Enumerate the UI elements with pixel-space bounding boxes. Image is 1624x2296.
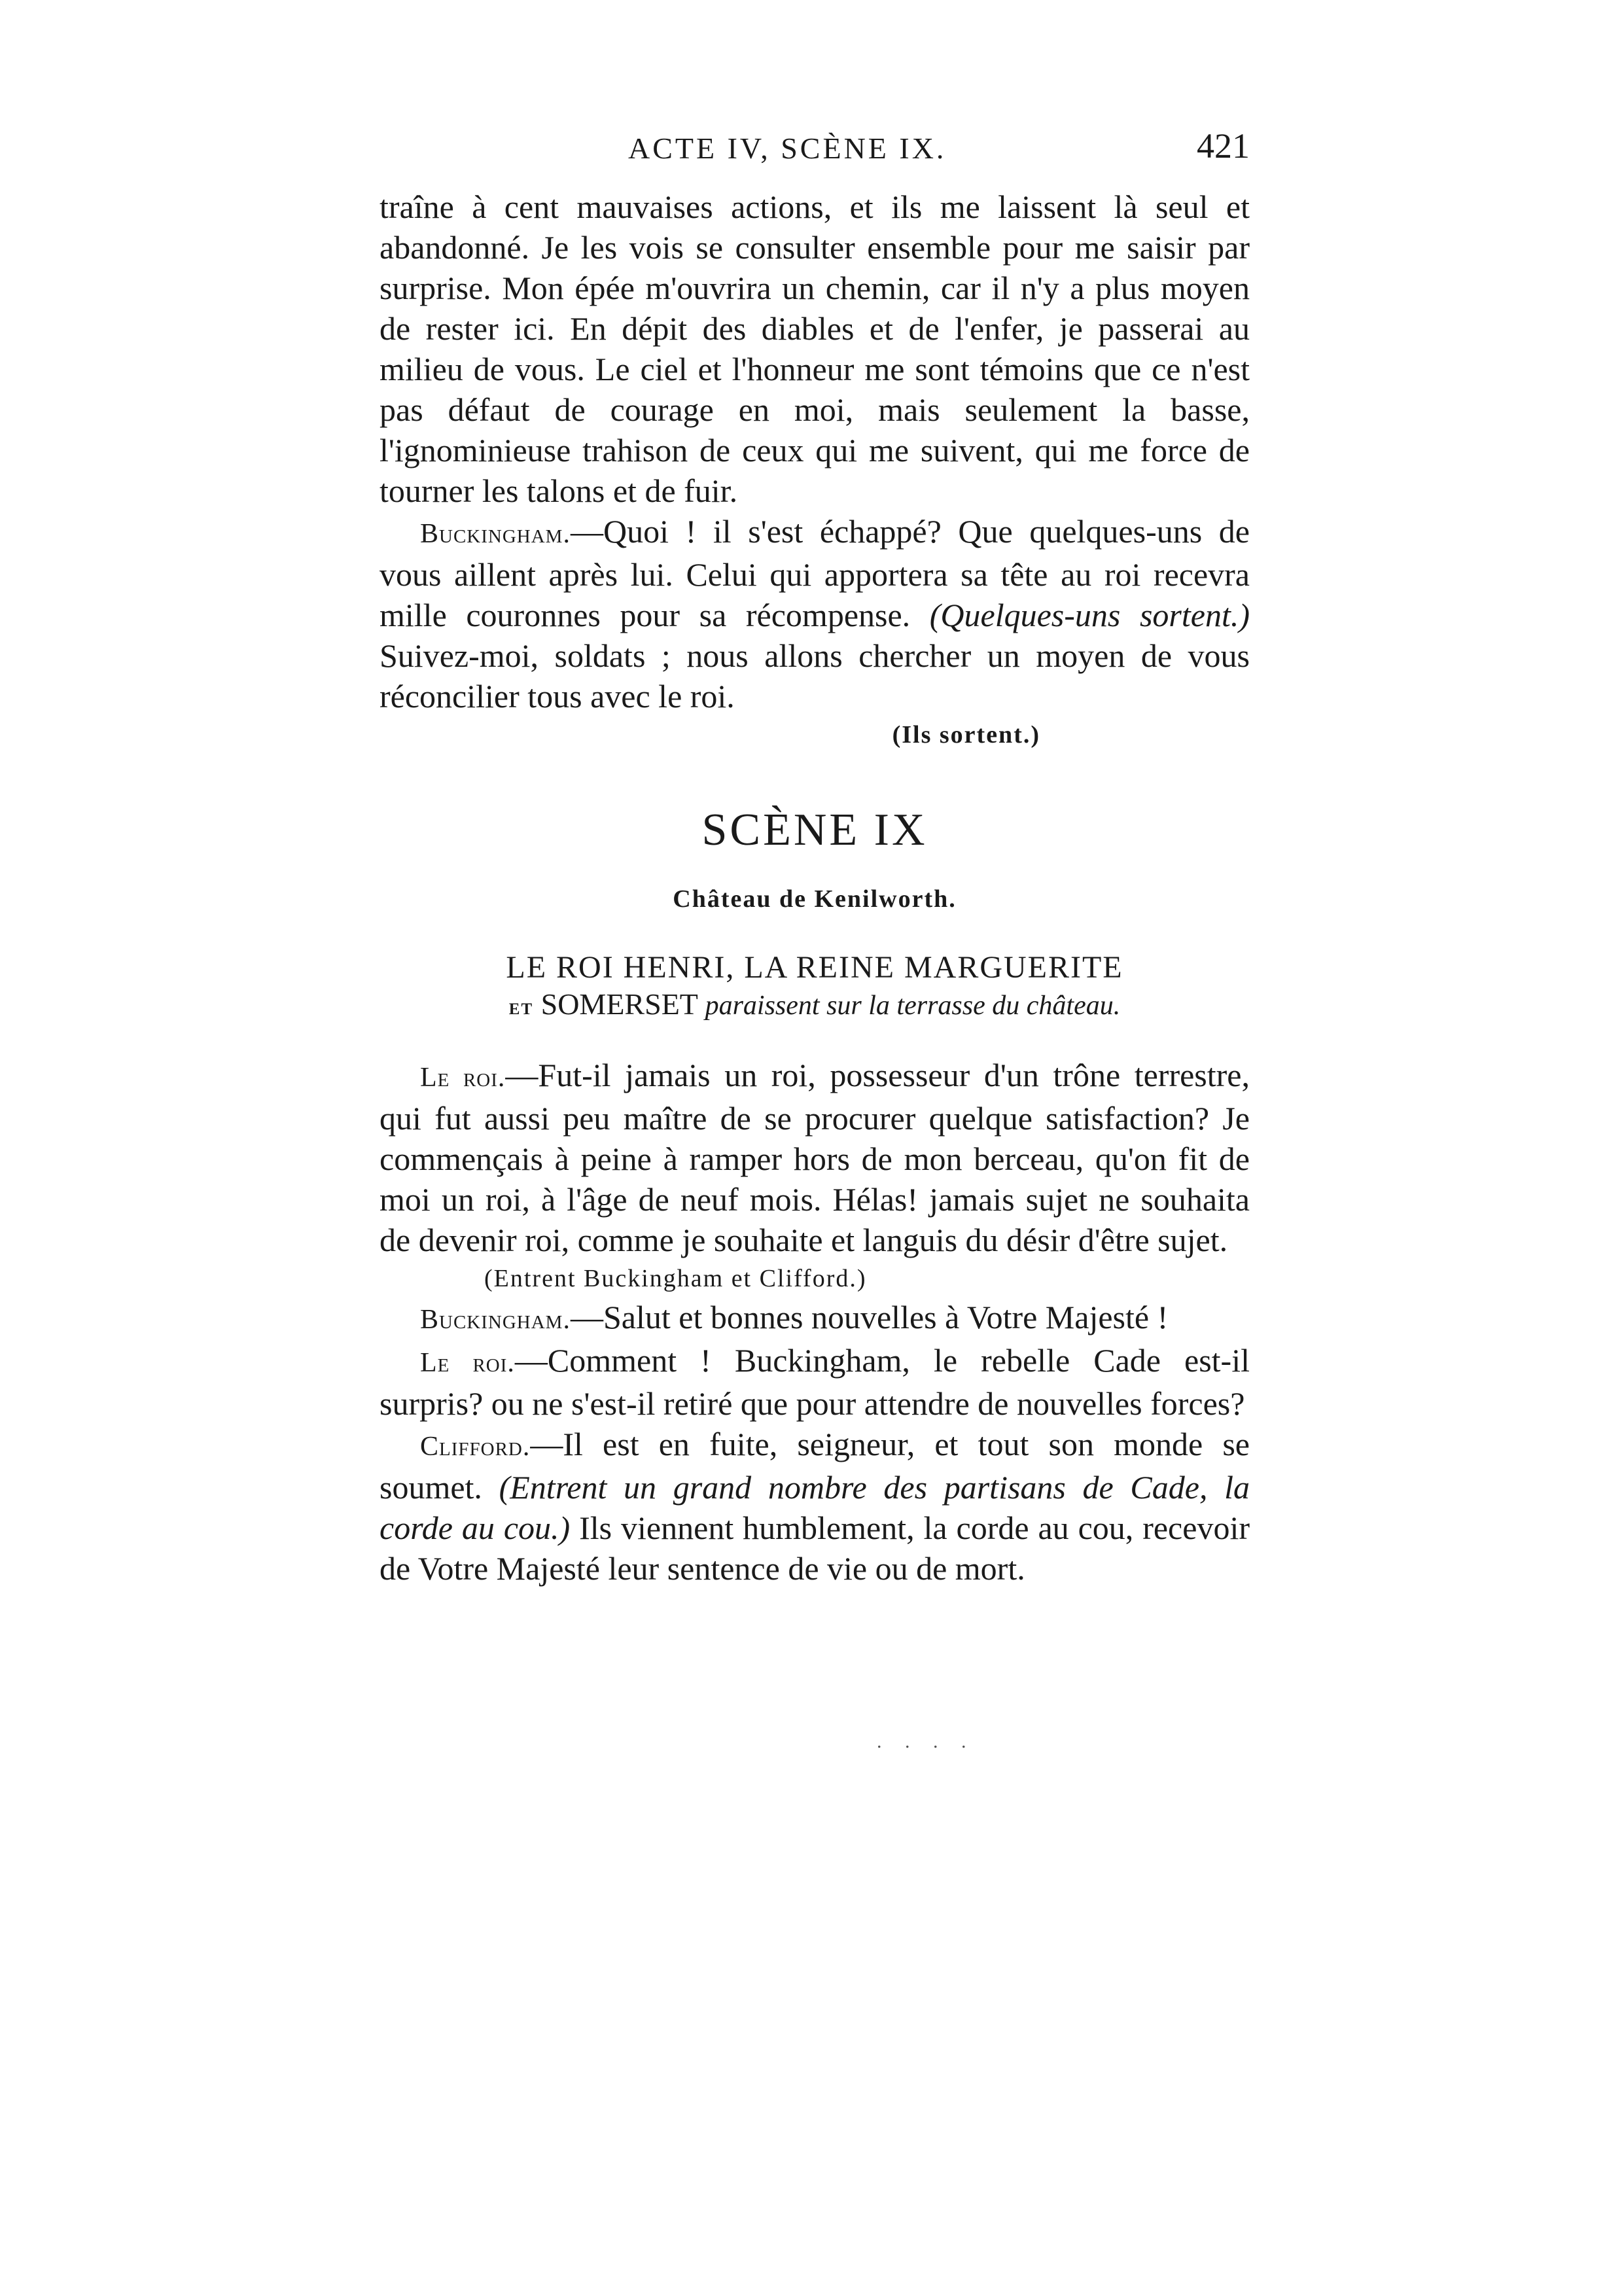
speech-text: Quoi ! il s'est échappé? Que quelques-uns de vous aillent après lui. Celui qui apportera sa tête au roi recevra mille couronnes pour sa récompense. [380, 513, 1250, 633]
speech-dash: — [514, 1342, 548, 1379]
scene-location: Château de Kenilworth. [673, 885, 957, 913]
stage-direction: (Entrent Buckingham et Clifford.) [484, 1265, 867, 1292]
cast-name: SOMERSET [540, 987, 698, 1021]
speech-text: Suivez-moi, soldats ; nous allons chercher un moyen de vous réconcilier tous avec le roi. [380, 637, 1250, 715]
speech-clifford-1 [380, 1424, 1250, 1589]
speaker-name: Buckingham. [420, 519, 571, 549]
entrance-direction [380, 1260, 1250, 1297]
speech-dash: — [505, 1057, 538, 1093]
speech-text: Comment ! Buckingham, le rebelle Cade est-il surpris? ou ne s'est-il retiré que pour attendre de nouvelles forces? [380, 1342, 1250, 1422]
running-head: ACTE IV, SCÈNE IX. [628, 132, 947, 165]
stage-direction: (Quelques-uns sortent.) [929, 597, 1250, 633]
speech-buckingham-1 [380, 511, 1250, 716]
speech-dash: — [570, 513, 603, 550]
speech-text: Ils viennent humblement, la corde au cou, recevoir de Votre Majesté leur sentence de vie ou de mort. [380, 1510, 1250, 1587]
speech-dash: — [530, 1426, 563, 1462]
speech-text: Il est en fuite, seigneur, et tout son monde se soumet. [380, 1426, 1250, 1506]
cast-action: paraissent sur la terrasse du château. [705, 991, 1121, 1021]
cast-conjunction: et [508, 993, 534, 1019]
cast-line: LE ROI HENRI, LA REINE MARGUERITE [506, 950, 1123, 985]
page-header [380, 126, 1250, 177]
stage-direction: (Entrent un grand nombre des partisans de Cade, la corde au cou.) [380, 1469, 1250, 1546]
speech-roi-2 [380, 1340, 1250, 1424]
page-number: 421 [1197, 126, 1250, 166]
text-column [380, 186, 1250, 1589]
speaker-name: Clifford. [420, 1432, 531, 1462]
speaker-name: Le roi. [420, 1063, 506, 1093]
speech-text: Salut et bonnes nouvelles à Votre Majesté ! [603, 1299, 1169, 1335]
continued-paragraph: traîne à cent mauvaises actions, et ils me laissent là seul et abandonné. Je les vois se consulter ensemble pour me saisir par surprise. Mon épée m'ouvrira un chemin, car il n'y a plus moyen de rester ici. En dépit des diables et de l'enfer, je passerai au milieu de vous. Le ciel et l'honneur me sont témoins que ce n'est pas défaut de courage en moi, mais seulement la basse, l'ignominieuse trahison de ceux qui me suivent, qui me force de tourner les talons et de fuir. [380, 188, 1250, 509]
speech-text: Fut-il jamais un roi, possesseur d'un trône terrestre, qui fut aussi peu maître de se procurer quelque satisfaction? Je commençais à peine à ramper hors de mon berceau, qu'on fit de moi un roi, à l'âge de neuf mois. Hélas! jamais sujet ne souhaita de devenir roi, comme je souhaite et languis du désir d'être sujet. [380, 1057, 1250, 1258]
speaker-name: Buckingham. [420, 1305, 571, 1335]
exit-direction: (Ils sortent.) [892, 721, 1040, 749]
cast-line-2 [380, 986, 1250, 1025]
speech-roi-1 [380, 1055, 1250, 1260]
page-ornament: . . . . [877, 1731, 976, 1752]
speech-buckingham-2 [380, 1297, 1250, 1340]
scene-title: SCÈNE IX [701, 805, 928, 855]
speech-dash: — [570, 1299, 603, 1335]
speaker-name: Le roi. [420, 1348, 515, 1378]
